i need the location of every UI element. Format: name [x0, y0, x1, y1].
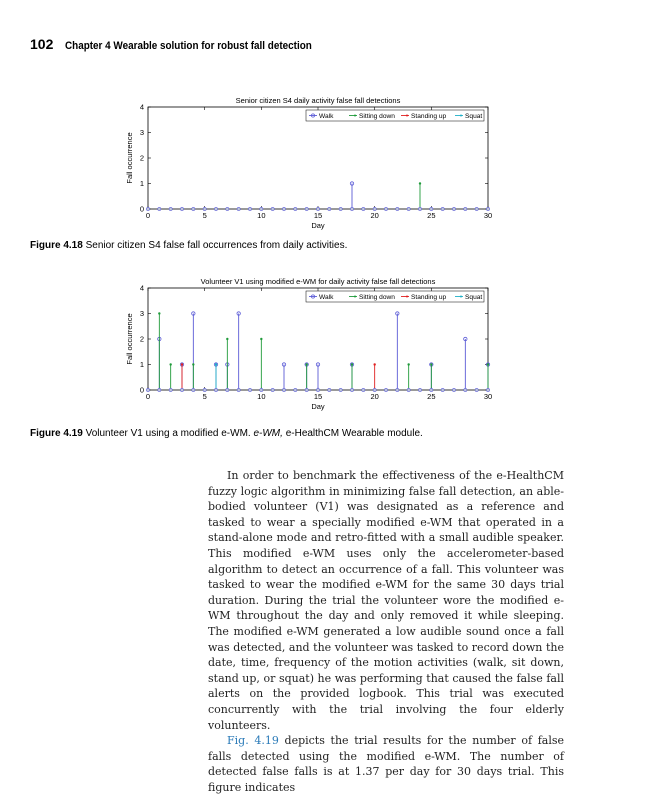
chart-4-18	[120, 92, 500, 242]
y-axis-label: Fall occurrence	[125, 313, 134, 365]
baseline-marker	[316, 207, 319, 210]
marker-sitting-down	[430, 363, 432, 365]
marker-standing-up	[373, 363, 375, 365]
y-axis-label: Fall occurrence	[125, 132, 134, 184]
figure-label: Figure 4.19	[30, 428, 83, 439]
marker-sitting-down	[351, 363, 353, 365]
baseline-marker	[384, 388, 387, 391]
baseline-marker	[373, 207, 376, 210]
legend-label-walk: Walk	[319, 112, 334, 120]
legend	[306, 110, 484, 121]
x-tick-label: 20	[370, 211, 379, 220]
baseline-marker	[396, 207, 399, 210]
legend-label-sitting-down: Sitting down	[359, 293, 395, 301]
baseline-marker	[294, 388, 297, 391]
baseline-marker	[282, 388, 285, 391]
baseline-marker	[328, 388, 331, 391]
legend-label-standing-up: Standing up	[411, 293, 447, 301]
x-tick-label: 25	[427, 211, 436, 220]
caption-text: Senior citizen S4 false fall occurrences from daily activities.	[85, 240, 348, 251]
baseline-marker	[350, 388, 353, 391]
caption-italic: e-WM,	[253, 428, 283, 439]
legend-label-sitting-down: Sitting down	[359, 112, 395, 120]
marker-standing-up	[181, 363, 183, 365]
y-tick-label: 4	[139, 102, 144, 112]
baseline-marker	[316, 388, 319, 391]
legend-marker-sitting-down	[354, 296, 356, 298]
baseline-marker	[237, 207, 240, 210]
baseline-marker	[396, 388, 399, 391]
figure-4-18-caption	[30, 240, 347, 251]
baseline-marker	[146, 207, 149, 210]
baseline-marker	[203, 207, 206, 210]
legend-label-standing-up: Standing up	[411, 112, 447, 120]
baseline-marker	[248, 388, 251, 391]
marker-squat	[215, 363, 217, 365]
marker-sitting-down	[407, 363, 409, 365]
baseline-marker	[214, 207, 217, 210]
y-tick-label: 0	[139, 204, 144, 214]
baseline-marker	[486, 388, 489, 391]
baseline-marker	[407, 388, 410, 391]
marker-sitting-down	[260, 338, 262, 340]
baseline-marker	[464, 207, 467, 210]
y-tick-label: 3	[139, 309, 144, 318]
y-tick-label: 1	[139, 360, 144, 369]
baseline-marker	[373, 388, 376, 391]
legend-marker-standing-up	[406, 115, 408, 117]
baseline-marker	[226, 207, 229, 210]
baseline-marker	[203, 388, 206, 391]
x-axis-label: Day	[311, 402, 325, 411]
marker-sitting-down	[158, 312, 160, 314]
plot-frame	[148, 107, 488, 209]
baseline-marker	[180, 388, 183, 391]
baseline-marker	[350, 207, 353, 210]
x-tick-label: 25	[427, 392, 436, 401]
baseline-marker	[362, 388, 365, 391]
baseline-marker	[192, 388, 195, 391]
chart-title: Volunteer V1 using modified e-WM for daily activity false fall detections	[200, 277, 436, 286]
page-number: 102	[30, 36, 54, 52]
y-tick-label: 2	[139, 334, 144, 344]
marker-sitting-down	[305, 363, 307, 365]
baseline-marker	[158, 207, 161, 210]
baseline-marker	[305, 207, 308, 210]
y-tick-label: 3	[139, 128, 144, 137]
x-tick-label: 0	[145, 211, 151, 220]
baseline-marker	[475, 388, 478, 391]
baseline-marker	[452, 388, 455, 391]
baseline-marker	[339, 388, 342, 391]
baseline-marker	[441, 388, 444, 391]
chart-title: Senior citizen S4 daily activity false fall detections	[235, 96, 401, 105]
baseline-marker	[452, 207, 455, 210]
chart-4-19	[120, 273, 500, 425]
figure-4-19	[120, 273, 500, 425]
baseline-marker	[384, 207, 387, 210]
legend-marker-squat	[460, 115, 462, 117]
baseline-marker	[339, 207, 342, 210]
figure-reference-link[interactable]: Fig. 4.19	[227, 734, 279, 748]
baseline-marker	[169, 207, 172, 210]
baseline-marker	[464, 388, 467, 391]
baseline-marker	[362, 207, 365, 210]
chapter-title: Chapter 4 Wearable solution for robust fall detection	[64, 40, 312, 52]
marker-sitting-down	[487, 363, 489, 365]
baseline-marker	[271, 207, 274, 210]
legend-label-walk: Walk	[319, 293, 334, 301]
baseline-marker	[418, 388, 421, 391]
x-tick-label: 20	[370, 392, 379, 401]
x-tick-label: 5	[202, 392, 207, 401]
figure-label: Figure 4.18	[30, 240, 83, 251]
baseline-marker	[158, 388, 161, 391]
baseline-marker	[305, 388, 308, 391]
caption-text: Volunteer V1 using a modified e-WM.	[85, 428, 254, 439]
y-tick-label: 0	[139, 385, 144, 395]
x-tick-label: 15	[313, 211, 323, 220]
baseline-marker	[282, 207, 285, 210]
legend-marker-sitting-down	[354, 115, 356, 117]
baseline-marker	[260, 388, 263, 391]
baseline-marker	[441, 207, 444, 210]
baseline-marker	[418, 207, 421, 210]
baseline-marker	[169, 388, 172, 391]
baseline-marker	[214, 388, 217, 391]
baseline-marker	[146, 388, 149, 391]
baseline-marker	[430, 388, 433, 391]
legend-marker-standing-up	[406, 296, 408, 298]
baseline-marker	[328, 207, 331, 210]
y-tick-label: 2	[139, 153, 144, 163]
x-tick-label: 30	[483, 211, 493, 220]
paragraph	[208, 733, 564, 795]
baseline-marker	[248, 207, 251, 210]
x-tick-label: 15	[313, 392, 323, 401]
paragraph-text: depicts the trial results for the number of false falls detected using the modified e-WM. The number of detected false falls is at 1.37 per day for 30 days trial. This figure indicates	[208, 734, 564, 794]
x-axis-label: Day	[311, 221, 325, 230]
baseline-marker	[486, 207, 489, 210]
x-tick-label: 5	[202, 211, 207, 220]
marker-sitting-down	[419, 182, 421, 184]
baseline-marker	[407, 207, 410, 210]
y-tick-label: 4	[139, 283, 144, 293]
caption-tail: e-HealthCM Wearable module.	[282, 428, 423, 439]
y-tick-label: 1	[139, 179, 144, 188]
x-tick-label: 10	[257, 211, 266, 220]
figure-4-18	[120, 92, 500, 242]
baseline-marker	[294, 207, 297, 210]
baseline-marker	[192, 207, 195, 210]
x-tick-label: 0	[145, 392, 151, 401]
baseline-marker	[271, 388, 274, 391]
x-tick-label: 10	[257, 392, 266, 401]
baseline-marker	[260, 207, 263, 210]
legend	[306, 291, 484, 302]
paragraph: In order to benchmark the effectiveness of the e-HealthCM fuzzy logic algorithm in minimizing false fall detection, an able-bodied volunteer (V1) was designated as a reference and tasked to wear a specially modified e-WM that operated in a stand-alone mode and retro-fitted with a small audible speaker. This modified e-WM uses only the accelerometer-based algorithm to detect an occurrence of a fall. This volunteer was tasked to wear the modified e-WM for the same 30 days trial duration. During the trial the volunteer wore the modified e-WM throughout the day and only removed it while sleeping. The modified e-WM generated a low audible sound once a fall was detected, and the volunteer was tasked to record down the date, time, frequency of the motion activities (walk, sit down, stand up, or squat) he was performing that caused the false fall alerts on the provided logbook. This trial was executed concurrently with the trial involving the four elderly volunteers.	[208, 469, 564, 732]
body-text	[208, 468, 564, 795]
baseline-marker	[226, 388, 229, 391]
marker-sitting-down	[169, 363, 171, 365]
running-header	[30, 36, 339, 52]
baseline-marker	[180, 207, 183, 210]
legend-label-squat: Squat	[465, 112, 483, 120]
marker-sitting-down	[226, 338, 228, 340]
baseline-marker	[475, 207, 478, 210]
baseline-marker	[237, 388, 240, 391]
legend-label-squat: Squat	[465, 293, 483, 301]
marker-sitting-down	[192, 363, 194, 365]
x-tick-label: 30	[483, 392, 493, 401]
legend-marker-squat	[460, 296, 462, 298]
baseline-marker	[430, 207, 433, 210]
figure-4-19-caption	[30, 428, 423, 439]
